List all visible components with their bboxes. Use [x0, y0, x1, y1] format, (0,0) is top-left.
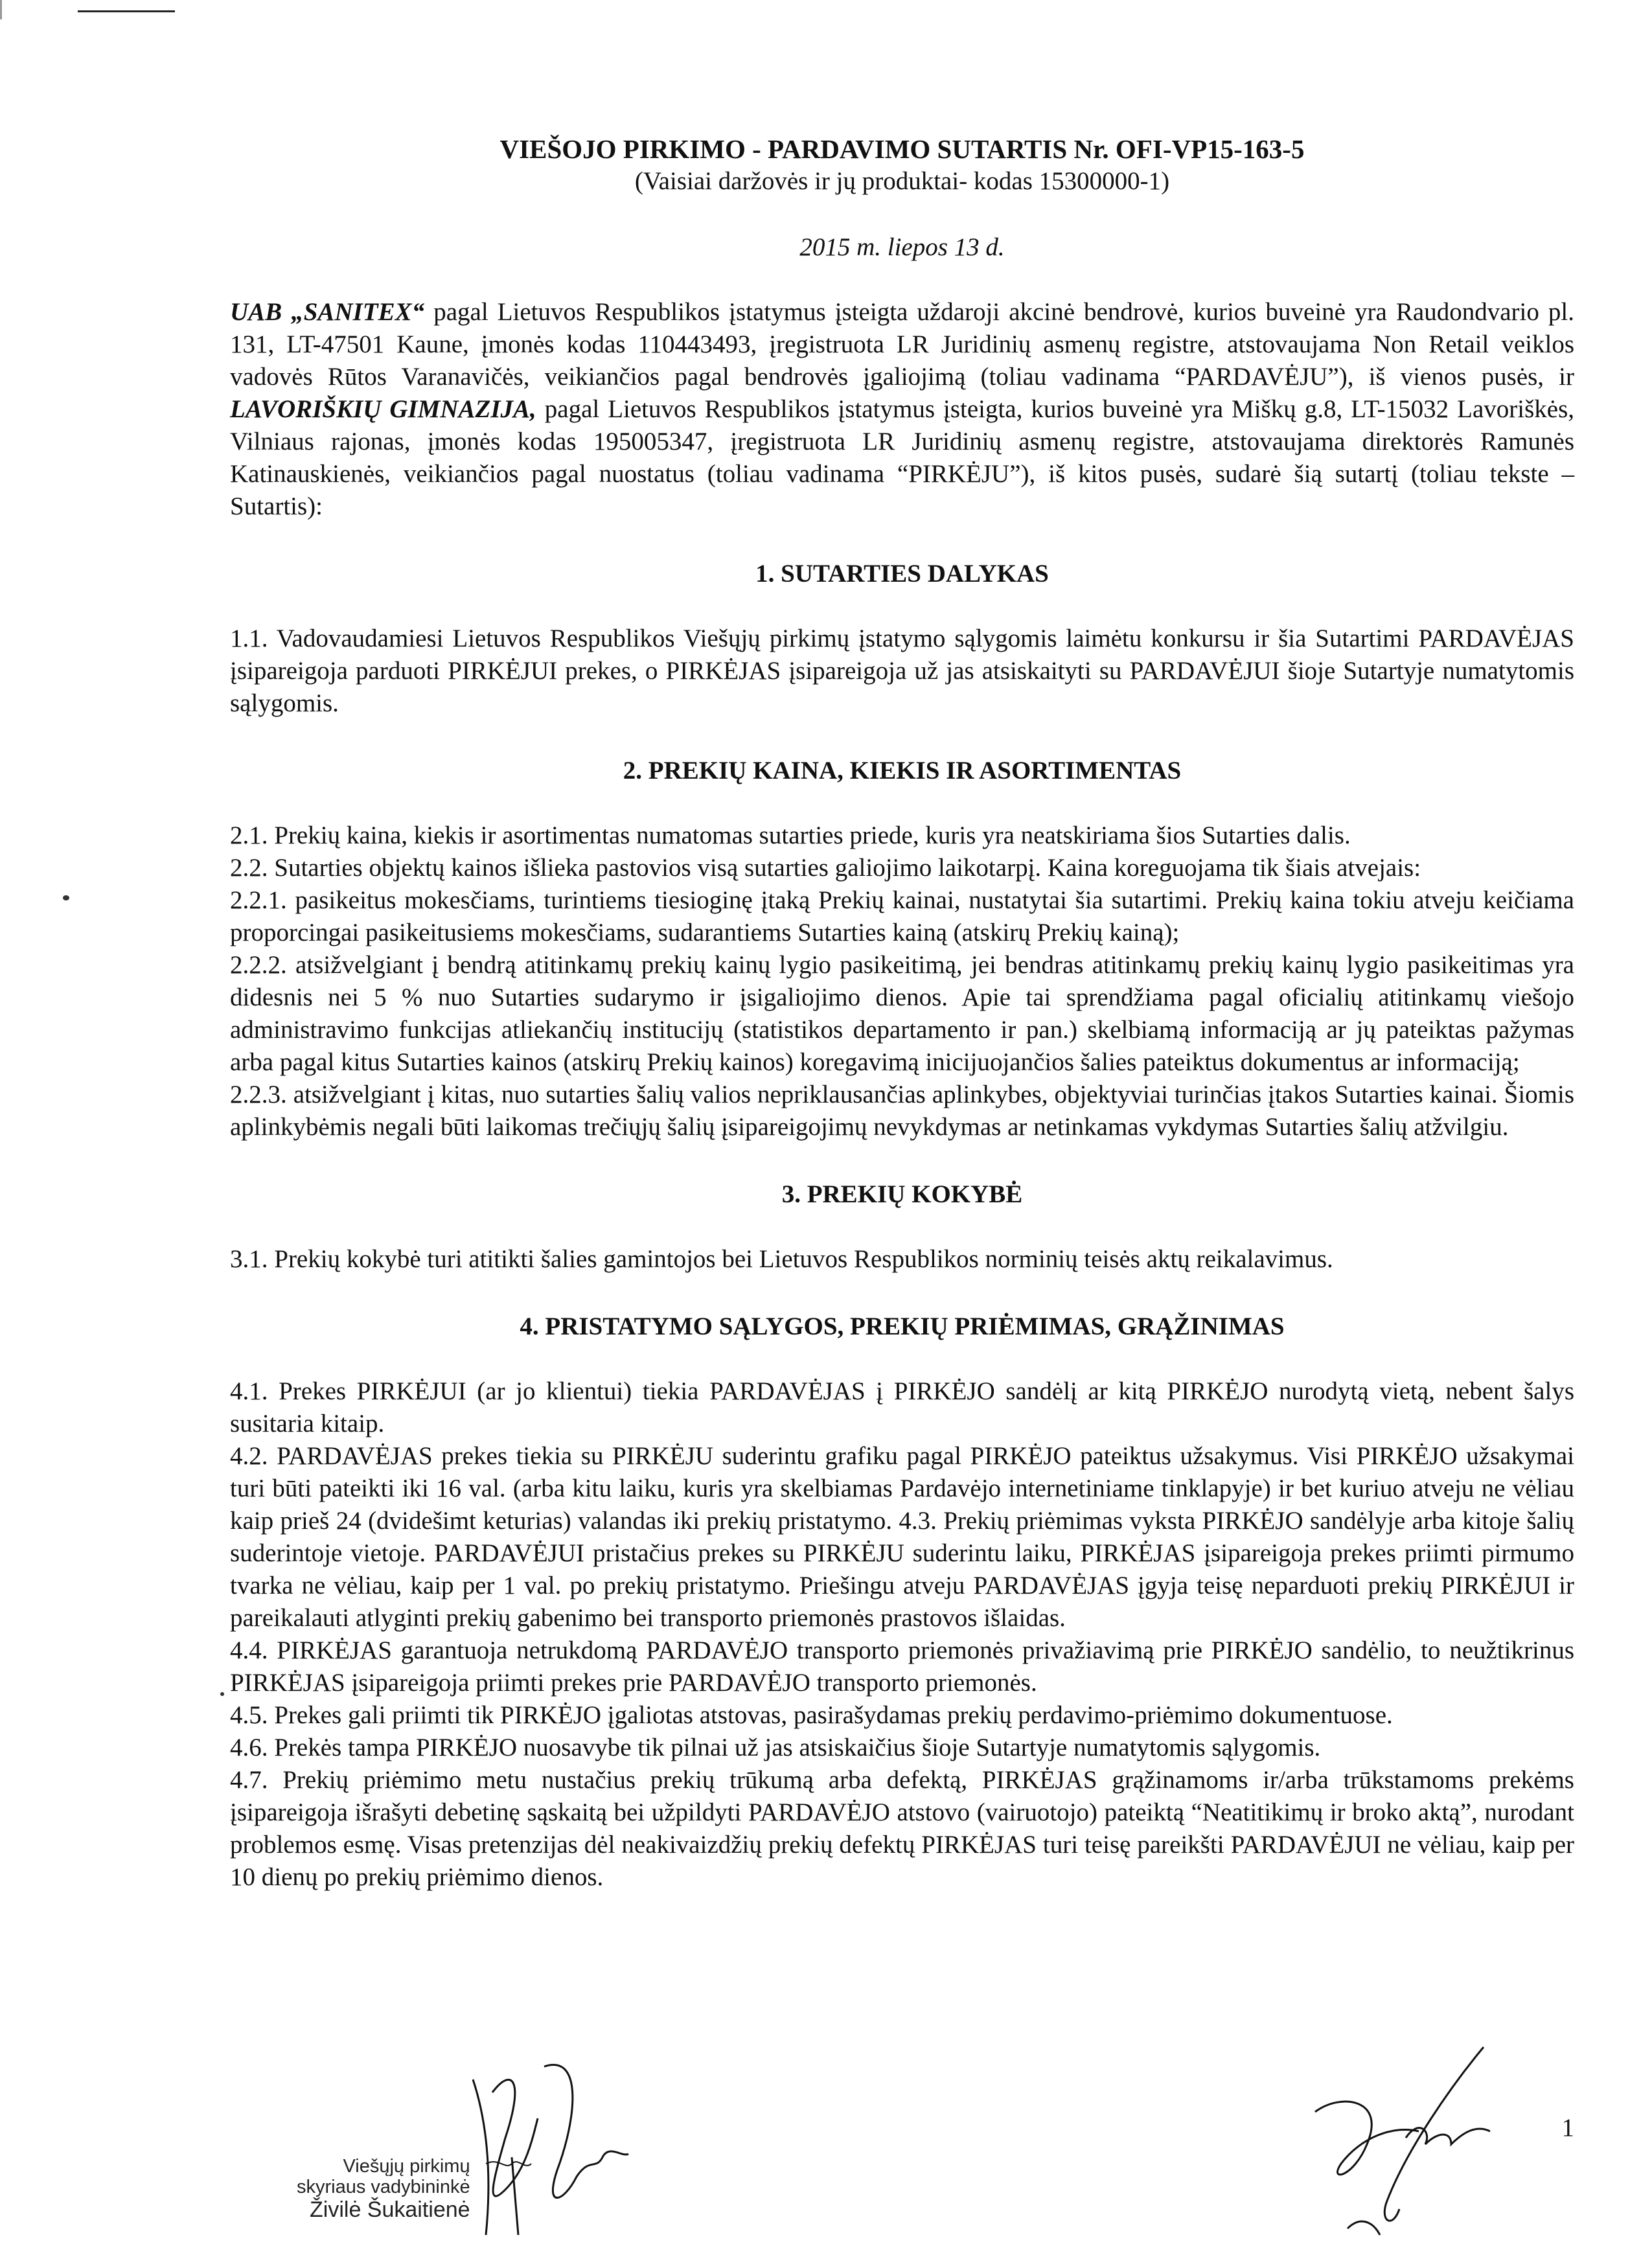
contract-date: 2015 m. liepos 13 d. — [799, 233, 1005, 261]
stamp-line-2: skyriaus vadybininkė — [297, 2177, 470, 2197]
clause-2-2-1: 2.2.1. pasikeitus mokesčiams, turintiems tiesioginę įtaką Prekių kainai, nustatytai šia sutartimi. Prekių kaina tokiu atveju keičiama proporcingai pasikeitusiems mokesčiams, sudarantiems Sutarties kainą (atskirų Prekių kainą); — [230, 886, 1574, 946]
contract-subtitle: (Vaisiai daržovės ir jų produktai- kodas 15300000-1) — [634, 167, 1170, 195]
section-1-heading: 1. SUTARTIES DALYKAS — [755, 560, 1049, 588]
section-3-heading: 3. PREKIŲ KOKYBĖ — [781, 1180, 1023, 1208]
intro-part-1: pagal Lietuvos Respublikos įstatymus įsteigta uždaroji akcinė bendrovė, kurios buveinė yra Raudondvario pl. 131, LT-47501 Kaune, įmonės kodas 110443493, įregistruota LR Juridinių asmenų registre, atstovaujama Non Retail veiklos vadovės Rūtos Varanavičės, veikiančios pagal bendrovės įgaliojimą (toliau vadinama “PARDAVĖJU”), iš vienos pusės, ir — [230, 298, 1574, 391]
stamp-line-1: Viešųjų pirkimų — [343, 2156, 470, 2177]
clause-2-2-2: 2.2.2. atsižvelgiant į bendrą atitinkamų prekių kainų lygio pasikeitimą, jei bendras atitinkamų prekių kainų lygio pasikeitimas yra didesnis nei 5 % nuo Sutarties sudarymo ir įsigaliojimo dienos. Apie tai sprendžiama pagal oficialių atitinkamų viešojo administravimo funkcijas atliekančių institucijų (statistikos departamento ir pan.) skelbiamą informaciją ar jų pateiktas pažymas arba pagal kitus Sutarties kainos (atskirų Prekių kainos) koregavimą inicijuojančios šalies pateiktus dokumentus ar informaciją; — [230, 951, 1574, 1076]
scan-edge-mark — [0, 0, 2, 19]
signatory-stamp — [297, 2156, 470, 2222]
intro-part-2: pagal Lietuvos Respublikos įstatymus įsteigta, kurios buveinė yra Miškų g.8, LT-15032 Lavoriškės, Vilniaus rajonas, įmonės kodas 195005347, įregistruota LR Juridinių asmenų registre, atstovaujama direktorės Ramunės Katinauskienės, veikiančios pagal nuostatus (toliau vadinama “PIRKĖJU”), iš kitos pusės, sudarė šią sutartį (toliau tekste – Sutartis): — [230, 395, 1575, 520]
clause-4-2: 4.2. PARDAVĖJAS prekes tiekia su PIRKĖJU suderintu grafiku pagal PIRKĖJO pateiktus užsakymus. Visi PIRKĖJO užsakymai turi būti pateikti iki 16 val. (arba kitu laiku, kuris yra skelbiamas Pardavėjo internetiniame tinklapyje) ir bet kuriuo atveju ne vėliau kaip prieš 24 (dvidešimt keturias) valandas iki prekių pristatymo. 4.3. Prekių priėmimas vyksta PIRKĖJO sandėlyje arba kitoje šalių suderintoje vietoje. PARDAVĖJUI pristačius prekes su PIRKĖJU suderintu laiku, PIRKĖJAS įsipareigoja prekes priimti pirmumo tvarka ne vėliau, kaip per 1 val. po prekių pristatymo. Priešingu atveju PARDAVĖJAS įgyja teisę neparduoti prekių PIRKĖJUI ir pareikalauti atlyginti prekių gabenimo bei transporto priemonės prastovos išlaidas. — [230, 1442, 1574, 1632]
clause-4-7: 4.7. Prekių priėmimo metu nustačius prekių trūkumą arba defektą, PIRKĖJAS grąžinamoms ir/arba trūkstamoms prekėms įsipareigoja išrašyti debetinę sąskaitą bei užpildyti PARDAVĖJO atstovo (vairuotojo) pateiktą “Neatitikimų ir broko aktą”, nurodant problemos esmę. Visas pretenzijas dėl neakivaizdžių prekių defektų PIRKĖJAS turi teisę pareikšti PARDAVĖJUI ne vėliau, kaip per 10 dienų po prekių priėmimo dienos. — [230, 1766, 1574, 1891]
document-page — [230, 133, 1574, 1894]
clause-2-1: 2.1. Prekių kaina, kiekis ir asortimentas numatomas sutarties priede, kuris yra neatskiriama šios Sutarties dalis. — [230, 821, 1351, 849]
intro-paragraph — [230, 296, 1574, 523]
section-2-heading: 2. PREKIŲ KAINA, KIEKIS IR ASORTIMENTAS — [623, 757, 1182, 785]
section-4-heading: 4. PRISTATYMO SĄLYGOS, PREKIŲ PRIĖMIMAS, GRĄŽINIMAS — [520, 1312, 1285, 1340]
handwritten-signature-icon — [1289, 2034, 1522, 2241]
page-number: 1 — [1561, 2114, 1574, 2142]
stamp-name: Živilė Šukaitienė — [310, 2197, 470, 2222]
clause-3-1: 3.1. Prekių kokybė turi atitikti šalies gamintojos bei Lietuvos Respublikos norminių teisės aktų reikalavimus. — [230, 1245, 1333, 1273]
buyer-name: LAVORIŠKIŲ GIMNAZIJA, — [230, 395, 536, 423]
handwritten-signature-icon — [447, 2041, 654, 2248]
scan-speck — [63, 895, 69, 900]
clause-4-6: 4.6. Prekės tampa PIRKĖJO nuosavybe tik pilnai už jas atsiskaičius šioje Sutartyje numatytomis sąlygomis. — [230, 1734, 1321, 1761]
seller-name: UAB „SANITEX“ — [230, 298, 425, 326]
clause-2-2: 2.2. Sutarties objektų kainos išlieka pastovios visą sutarties galiojimo laikotarpį. Kaina koreguojama tik šiais atvejais: — [230, 854, 1421, 882]
scan-speck — [220, 1692, 224, 1696]
clause-1-1: 1.1. Vadovaudamiesi Lietuvos Respublikos Viešųjų pirkimų įstatymo sąlygomis laimėtu konkursu ir šia Sutartimi PARDAVĖJAS įsipareigoja parduoti PIRKĖJUI prekes, o PIRKĖJAS įsipareigoja už jas atsiskaityti su PARDAVĖJUI šioje Sutartyje numatytomis sąlygomis. — [230, 624, 1574, 717]
clause-4-1: 4.1. Prekes PIRKĖJUI (ar jo klientui) tiekia PARDAVĖJAS į PIRKĖJO sandėlį ar kitą PIRKĖJO nurodytą vietą, nebent šalys susitaria kitaip. — [230, 1377, 1574, 1438]
scan-top-mark — [78, 10, 175, 12]
clause-4-5: 4.5. Prekes gali priimti tik PIRKĖJO įgaliotas atstovas, pasirašydamas prekių perdavimo-priėmimo dokumentuose. — [230, 1701, 1393, 1729]
clause-2-2-3: 2.2.3. atsižvelgiant į kitas, nuo sutarties šalių valios nepriklausančias aplinkybes, objektyviai turinčias įtakos Sutarties kainai. Šiomis aplinkybėmis negali būti laikomas trečiųjų šalių įsipareigojimų nevykdymas ar netinkamas vykdymas Sutarties šalių atžvilgiu. — [230, 1081, 1574, 1141]
clause-4-4: 4.4. PIRKĖJAS garantuoja netrukdomą PARDAVĖJO transporto priemonės privažiavimą prie PIRKĖJO sandėlio, to neužtikrinus PIRKĖJAS įsipareigoja priimti prekes prie PARDAVĖJO transporto priemonės. — [230, 1636, 1574, 1697]
contract-title: VIEŠOJO PIRKIMO - PARDAVIMO SUTARTIS Nr. OFI-VP15-163-5 — [499, 134, 1305, 164]
